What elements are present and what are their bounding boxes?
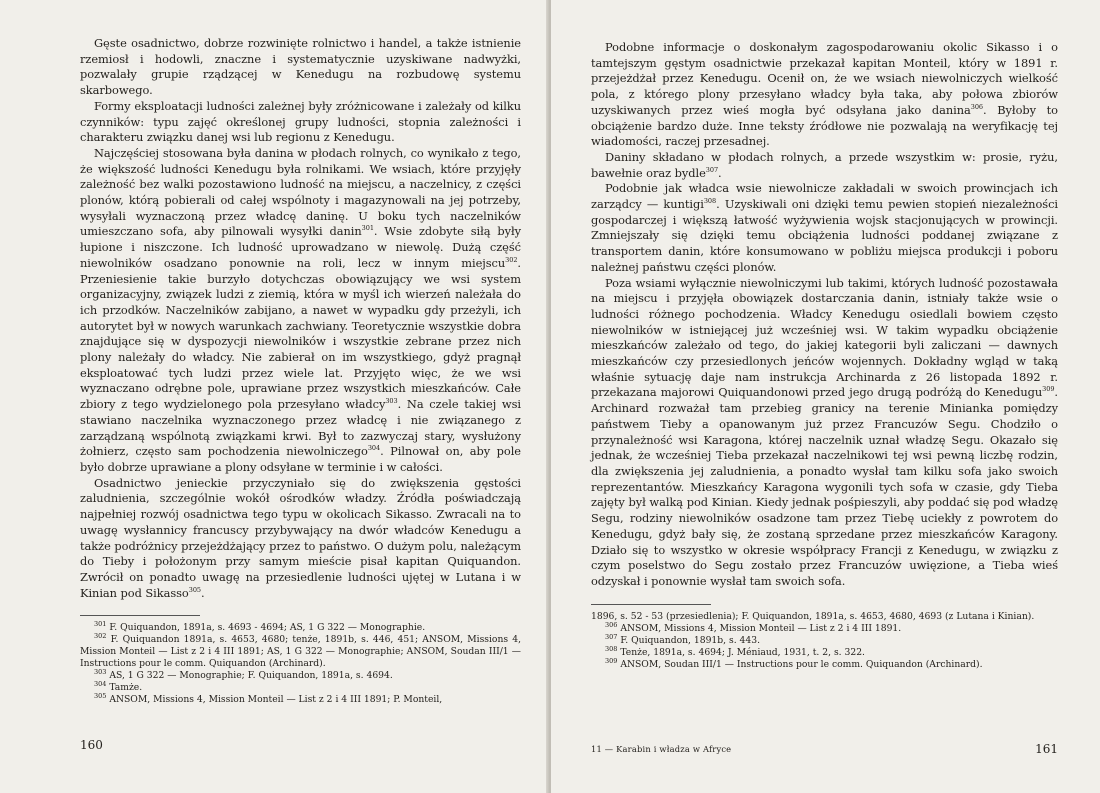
footnote-number: 304 xyxy=(94,680,107,689)
text-run: Podobne informacje o doskonałym zagospodarowaniu okolic Sikasso i o tamtejszym gęstym osadnictwie przekazał kapitan Monteil, który w 1891 r. przejeżdżał przez Kenedugu. Ocenił on, że we wsiach niewolniczych wielkość pola, z którego plony przesyłano władcy była taka, aby połowa zbiorów uzyskiwanych przez wieś mogła być odsyłana jako danina xyxy=(591,40,1058,117)
footnote-number: 307 xyxy=(605,632,618,641)
footnote xyxy=(591,620,1058,635)
left-footnotes xyxy=(80,622,521,706)
footnote-text: ANSOM, Missions 4, Mission Monteil — List z 2 i 4 III 1891; P. Monteil, xyxy=(109,694,443,706)
text-run: . xyxy=(201,585,205,600)
left-page xyxy=(0,0,549,793)
paragraph xyxy=(80,476,521,602)
footnote-number: 309 xyxy=(605,656,618,665)
footnote-text: F. Quiquandon, 1891b, s. 443. xyxy=(620,634,760,646)
footnote-text: Tamże. xyxy=(109,682,143,694)
text-run: Daniny składano w płodach rolnych, a przede wszystkim w: prosie, ryżu, bawełnie oraz bydle xyxy=(591,149,1058,180)
page-number: 161 xyxy=(1035,742,1058,756)
footnote xyxy=(80,634,521,670)
footnote-ref: 301 xyxy=(361,224,374,233)
footnote xyxy=(80,670,521,682)
footnote-text: F. Quiquandon, 1891a, s. 4693 - 4694; AS, 1 G 322 — Monographie. xyxy=(109,622,426,634)
footnote xyxy=(591,611,1058,623)
footnote-number: 303 xyxy=(94,668,107,677)
text-run: Gęste osadnictwo, dobrze rozwinięte rolnictwo i handel, a także istnienie rzemiosł i hodowli, znaczne i systematycznie uzyskiwane nadwyżki, pozwalały grupie rządzącej w Kenedugu na rozbudowę systemu skarbowego. xyxy=(80,36,521,98)
footnote-number: 305 xyxy=(94,692,107,701)
text-run: . Pilnował on, aby pole było dobrze uprawiane a plony odsyłane w terminie i w całości. xyxy=(80,444,522,474)
footnote xyxy=(80,682,521,694)
paragraph xyxy=(80,99,521,146)
footnote-text: F. Quiquandon 1891a, s. 4653, 4680; tenże, 1891b, s. 446, 451; ANSOM, Missions 4, Mission Monteil — List z 2 i 4 III 1891; AS, 1 G 322 — Monographie; ANSOM, Soudan III/1 — Instructions pour le comm. Quiquandon (Archinard). xyxy=(80,634,522,670)
footnote-number: 306 xyxy=(605,620,618,629)
text-run: . Uzyskiwali oni dzięki temu pewien stopień niezależności gospodarczej i większą łatwość wyżywienia wojsk stacjonujących w prowincji. Zmniejszały się dzięki temu obciążenia ludności poddanej związane z transportem danin, które konsumowano w pobliżu miejsca produkcji i poboru należnej państwu części plonów. xyxy=(591,197,1058,274)
right-footnotes xyxy=(591,611,1058,671)
text-run: . Archinard rozważał tam przebieg granicy na terenie Minianka pomiędzy państwem Tieby a opanowanym już przez Francuzów Segu. Chodziło o przynależność wsi Karagona, której naczelnik uznał władzę Segu. Okazało się jednak, że wcześniej Tieba przekazał naczelnikowi tej wsi pewną liczbę rodzin, dla zwiększenia jej zaludnienia, a ponadto wysłał tam kilku sofa jako swoich reprezentantów. Mieszkańcy Karagona wygonili tych sofa w czasie, gdy Tieba zajęty był walką pod Kinian. Kiedy jednak pośpieszyli, aby poddać się pod władzę Segu, rodziny niewolników osadzone tam przez Tiebę uciekły z powrotem do Kenedugu, gdyż bały się, że zostaną sprzedane przez mieszkańców Karagony. Działo się to wszystko w okresie współpracy Francji z Kenedugu, w związku z czym poselstwo do Segu zostało przez Francuzów uwięzione, a Tieba wieś odzyskał i ponownie wysłał tam swoich sofa. xyxy=(591,385,1058,588)
footnote-text: AS, 1 G 322 — Monographie; F. Quiquandon, 1891a, s. 4694. xyxy=(109,670,393,682)
paragraph xyxy=(591,276,1058,590)
footnote-text: Tenże, 1891a, s. 4694; J. Méniaud, 1931, t. 2, s. 322. xyxy=(620,646,865,658)
footnote-number: 308 xyxy=(605,644,618,653)
footnote-ref: 305 xyxy=(188,585,201,594)
text-run: Podobnie jak władca wsie niewolnicze zakładali w swoich prowincjach ich zarządcy — kuntigi xyxy=(591,181,1058,212)
footnote xyxy=(591,644,1058,659)
paragraph xyxy=(80,36,521,99)
footnote-ref: 304 xyxy=(367,444,381,453)
footnote-ref: 302 xyxy=(505,256,518,265)
footnote-rule xyxy=(80,615,200,616)
footnote-ref: 306 xyxy=(970,103,983,112)
footnote xyxy=(591,632,1058,647)
text-run: . Na czele takiej wsi stawiano naczelnika wyznaczonego przez władcę i nie związanego z zarządzaną wspólnotą związkami krwi. Był to zazwyczaj stary, wysłużony żołnierz, często sam pochodzenia niewolniczego xyxy=(80,397,521,459)
footnote-ref: 307 xyxy=(705,165,719,174)
footnote-text: ANSOM, Soudan III/1 — Instructions pour le comm. Quiquandon (Archinard). xyxy=(620,658,983,670)
footnote-ref: 303 xyxy=(385,397,398,406)
footnote-number: 301 xyxy=(94,620,107,629)
page-number: 160 xyxy=(80,738,103,752)
footnote-number: 302 xyxy=(94,632,107,641)
text-run: Poza wsiami wyłącznie niewolniczymi lub takimi, których ludność pozostawała na miejscu i przyjęła obowiązek dostarczania danin, istniały także wsie o ludności różnego pochodzenia. Władcy Kenedugu osiedlali bowiem często niewolników w istniejącej już wcześniej wsi. W takim wypadku obciążenie mieszkańców zależało od tego, do jakiej kategorii byli zaliczani — dawnych mieszkańców czy przesiedlonych jeńców wojennych. Dokładny wgląd w taką właśnie sytuację daje nam instrukcja Archinarda z 26 listopada 1892 r. przekazana majorowi Quiquandonowi przed jego drugą podróżą do Kenedugu xyxy=(591,275,1058,400)
text-run: Najczęściej stosowana była danina w płodach rolnych, co wynikało z tego, że większość ludności Kenedugu była rolnikami. We wsiach, które przyjęły zależność bez walki pozostawiono ludność na miejscu, a naczelnicy, z części plonów, którą pobierali od całej wspólnoty i magazynowali na jej potrzeby, wysyłali wyznaczoną przez władcę daninę. U boku tych naczelników umieszczano sofa, aby pilnowali wysyłki danin xyxy=(80,145,521,239)
footnote-text: 1896, s. 52 - 53 (przesiedlenia); F. Quiquandon, 1891a, s. 4653, 4680, 4693 (z Lutana i Kinian). xyxy=(591,610,1035,622)
paragraph xyxy=(591,150,1058,181)
footnote-ref: 309 xyxy=(1042,385,1055,394)
text-run: . Wsie zdobyte siłą były łupione i niszczone. Ich ludność uprowadzano w niewolę. Dużą część niewolników osadzano ponownie na roli, lecz w innym miejscu xyxy=(80,224,521,270)
running-footer: 11 — Karabin i władza w Afryce xyxy=(591,744,732,754)
footnote xyxy=(80,622,521,634)
paragraph xyxy=(591,181,1058,275)
paragraph xyxy=(591,40,1058,150)
paragraph xyxy=(80,146,521,476)
text-run: . Byłoby to obciążenie bardzo duże. Inne teksty źródłowe nie pozwalają na weryfikację tej wiadomości, raczej przesadnej. xyxy=(591,102,1058,149)
right-page xyxy=(551,0,1100,793)
right-body-text xyxy=(591,40,1058,590)
text-run: . xyxy=(718,165,722,180)
text-run: . Przeniesienie takie burzyło dotychczas obowiązujący we wsi system organizacyjny, związek ludzi z ziemią, która w myśl ich wierzeń należała do ich przodków. Naczelników zabijano, a nawet w wypadku gdy przeżyli, ich autorytet był w nowych warunkach zachwiany. Teoretycznie wszystkie dobra znajdujące się w dyspozycji niewolników i wszystkie zebrane przez nich plony należały do władcy. Nie zabierał on im wszystkiego, gdyż pragnął eksploatować tych ludzi przez wiele lat. Przyjęto więc, że we wsi wyznaczano odrębne pole, uprawiane przez wszystkich mieszkańców. Całe zbiory z tego wydzielonego pola przesyłano władcy xyxy=(80,255,521,412)
text-run: Formy eksploatacji ludności zależnej były zróżnicowane i zależały od kilku czynników: typu zajęć określonej grupy ludności, stopnia zależności i charakteru związku danej wsi lub regionu z Kenedugu. xyxy=(80,98,521,145)
footnote-text: ANSOM, Missions 4, Mission Monteil — List z 2 i 4 III 1891. xyxy=(620,622,902,634)
footnote-ref: 308 xyxy=(703,197,717,206)
footnote-rule xyxy=(591,604,711,605)
footnote xyxy=(80,694,521,706)
left-body-text xyxy=(80,36,521,601)
footnote xyxy=(591,656,1058,671)
text-run: Osadnictwo jenieckie przyczyniało się do zwiększenia gęstości zaludnienia, szczególnie wokół ośrodków władzy. Źródła poświadczają najpełniej rozwój osadnictwa tego typu w okolicach Sikasso. Zwracali na to uwagę wysłannicy francuscy przybywający na dwór władców Kenedugu a także podróżnicy przejeżdżający przez to państwo. O dużym polu, należącym do Tieby i położonym przy samym mieście pisał kapitan Quiquandon. Zwrócił on ponadto uwagę na przesiedlenie ludności ujętej w Lutana i w Kinian pod Sikasso xyxy=(80,475,521,600)
